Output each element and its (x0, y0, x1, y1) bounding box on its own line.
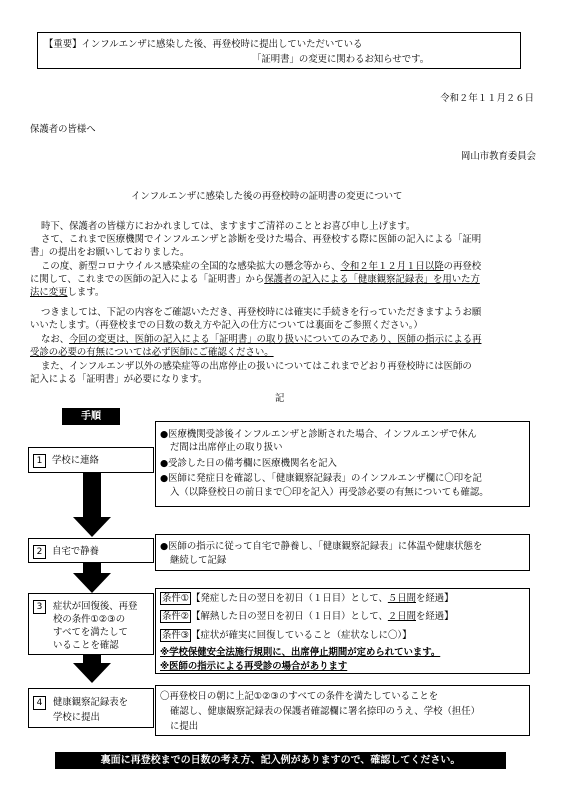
step-3-number: 3 (33, 600, 46, 614)
step-2-label: 自宅で静養 (52, 546, 99, 557)
step-1-detail-line: ●医療機関受診後インフルエンザと診断された場合、インフルエンザで休ん (160, 429, 477, 440)
date: 令和２年１１月２６日 (440, 93, 534, 104)
step-2-box (28, 538, 154, 563)
body-paragraph-2-line-1: さて、これまで医療機関でインフルエンザと診断を受けた場合、再登校する際に医師の記入による「証明 (41, 234, 482, 245)
step-3-note: ※学校保健安全法施行規則に、出席停止期間が定められています。 (160, 647, 441, 658)
body-paragraph-1: 時下、保護者の皆様方におかれましては、ますますご清祥のこととお喜び申し上げます。 (41, 221, 416, 232)
body-paragraph-3-line-1: この度、新型コロナウイルス感染症の全国的な感染拡大の懸念等から、令和２年１２月１日以降の再登校 (41, 261, 482, 272)
step-2-detail-box (155, 534, 530, 571)
condition-1-tag: 条件① (162, 593, 190, 604)
arrow-1-head (73, 517, 111, 537)
condition-3-tag: 条件③ (162, 630, 190, 641)
step-3-box (28, 593, 154, 655)
arrow-3-head (73, 663, 111, 683)
step-3-label-line: すべてを満たして (53, 627, 128, 638)
body-paragraph-2-line-2: 書」の提出をお願いしておりました。 (30, 247, 190, 258)
addressee: 保護者の皆様へ (30, 124, 96, 135)
step-1-number: 1 (33, 454, 46, 468)
ki-mark: 記 (275, 393, 285, 404)
step-1-label: 学校に連絡 (52, 455, 99, 466)
step-3-note: ※医師の指示による再受診の場合があります (160, 661, 348, 672)
step-2-detail-line: ●医師の指示に従って自宅で静養し、「健康観察記録表」に体温や健康状態を (160, 541, 483, 552)
step-4-number: 4 (33, 696, 46, 710)
step-3-label-line: 症状が回復後、再登 (53, 601, 138, 612)
condition-2: 条件② 【解熱した日の翌日を初日（１日目）として、２日間を経過】 (162, 611, 454, 622)
step-2-number: 2 (33, 545, 46, 559)
step-4-label-line: 健康観察記録表を (53, 697, 129, 708)
body-paragraph-4-line-2: いいたします。（再登校までの日数の数え方や記入の仕方については裏面をご参照ください。） (30, 320, 423, 331)
step-3-label-line: 校の条件①②③の (53, 614, 126, 625)
step-1-detail-line: ●受診した日の備考欄に医療機関名を記入 (160, 458, 337, 469)
body-paragraph-3-line-3: 法に変更します。 (30, 287, 105, 298)
step-1-box (28, 447, 154, 473)
step-4-detail-line: 〇再登校日の朝に上記①②③のすべての条件を満たしていることを (160, 691, 439, 702)
step-1-detail-line: ●医師に発症日を確認し、「健康観察記録表」のインフルエンザ欄に〇印を記 (160, 473, 482, 484)
body-paragraph-5-line-2: 受診の必要の有無については必ず医師にご確認ください。 (30, 347, 274, 358)
step-4-detail-line: に提出 (170, 721, 199, 732)
step-4-box (28, 688, 154, 728)
body-paragraph-6-line-2: 記入による「証明書」が必要になります。 (30, 374, 208, 385)
header-line-2: 「証明書」の変更に関わるお知らせです。 (252, 54, 430, 65)
step-3-detail-box (155, 588, 530, 674)
step-1-detail-box (155, 421, 530, 507)
step-1-detail-line: 入（以降登校日の前日まで〇印を記入）再受診必要の有無についても確認。 (170, 487, 489, 498)
body-paragraph-3-line-2: に関して、これまでの医師の記入による「証明書」から保護者の記入による「健康観察記録表」を用いた方 (30, 274, 480, 285)
condition-3: 条件③ 【症状が確実に回復していること（症状なしに〇）】 (162, 630, 412, 641)
step-2-detail-line: 継続して記録 (170, 555, 227, 566)
notice-header-box (37, 32, 521, 69)
step-1-detail-line: だ間は出席停止の取り扱い (170, 442, 283, 453)
condition-2-tag: 条件② (162, 611, 190, 622)
body-paragraph-4-line-1: つきましては、下記の内容をご確認いただき、再登校時には確実に手続きを行っていただきますようお願 (41, 307, 482, 318)
step-4-label-line: 学校に提出 (53, 712, 100, 723)
sender: 岡山市教育委員会 (460, 151, 536, 162)
body-paragraph-5-line-1: なお、今回の変更は、医師の記入による「証明書」の取り扱いについてのみであり、医師の指示による再 (41, 334, 482, 345)
header-line-1: 【重要】インフルエンザに感染した後、再登校時に提出していただいている (44, 39, 363, 50)
step-4-detail-box (155, 685, 530, 736)
arrow-1-stem (83, 473, 101, 519)
body-paragraph-6-line-1: また、インフルエンザ以外の感染症等の出席停止の扱いについてはこれまでどおり再登校時には医師の (41, 361, 472, 372)
step-4-detail-line: 確認し、健康観察記録表の保護者確認欄に署名捺印のうえ、学校（担任） (170, 706, 480, 717)
condition-1: 条件① 【発症した日の翌日を初日（１日目）として、５日間を経過】 (162, 593, 454, 604)
procedure-heading: 手順 (62, 408, 120, 425)
step-3-label-line: いることを確認 (53, 640, 119, 651)
arrow-2-head (73, 573, 111, 593)
footer-notice: 裏面に再登校までの日数の考え方、記入例がありますので、確認してください。 (55, 752, 506, 769)
document-title: インフルエンザに感染した後の再登校時の証明書の変更について (131, 191, 403, 202)
